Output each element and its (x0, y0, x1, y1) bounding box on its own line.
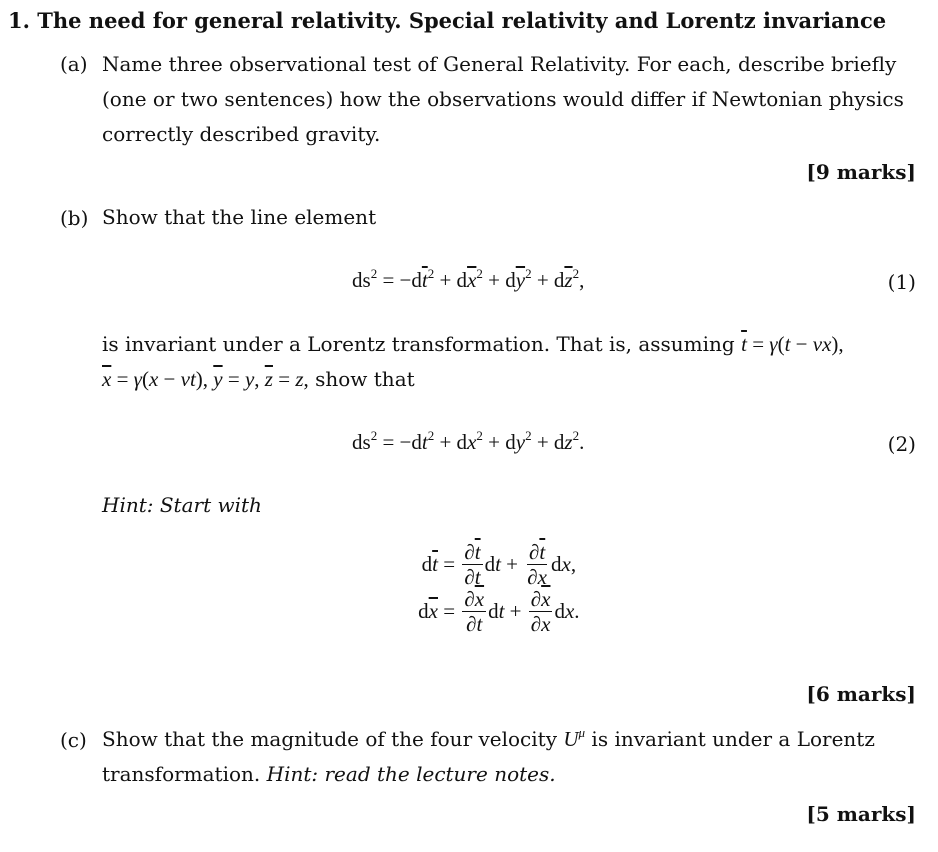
part-c-text-1: Show that the magnitude of the four velocity (102, 727, 557, 751)
part-b-marks: [6 marks] (806, 682, 916, 706)
part-a-line-1: Name three observational test of General Relativity. For each, describe briefly (102, 52, 897, 76)
part-a-line-2: (one or two sentences) how the observations would differ if Newtonian physics (102, 87, 904, 111)
four-velocity-symbol: $U^\mu$ (563, 725, 586, 751)
equation-2-number: (2) (887, 432, 916, 456)
question-title: 1. The need for general relativity. Special relativity and Lorentz invariance (8, 8, 887, 33)
part-b-label: (b) (60, 206, 89, 230)
part-c-label: (c) (60, 728, 87, 752)
part-c-text-2: transformation. (102, 762, 261, 786)
part-b-transform-line-2 (102, 362, 415, 397)
part-b-text-line-1: is invariant under a Lorentz transformation. That is, assuming (102, 332, 735, 356)
part-c-marks: [5 marks] (806, 802, 916, 826)
part-c-line-1 (102, 722, 875, 757)
spatial-transforms: $\overline{x} = \gamma(x - vt)$, $\overline{y} = y$, $\overline{z} = z$, (102, 367, 309, 391)
t-bar-transform: $\overline{t} = \gamma(t - vx)$, (741, 332, 844, 356)
part-b-text-line-2-end: show that (315, 367, 415, 391)
part-c-line-2 (102, 757, 556, 792)
part-b-transform-line-1 (102, 327, 844, 362)
part-b-hint: Hint: Start with (102, 493, 262, 517)
part-c-text-1-end: is invariant under a Lorentz (591, 727, 875, 751)
part-a-line-3: correctly described gravity. (102, 122, 381, 146)
equation-2: $ds^2 = -dt^2 + dx^2 + dy^2 + dz^2$. (352, 428, 585, 454)
part-a-label: (a) (60, 52, 88, 76)
hint-equations (398, 540, 580, 636)
equation-1: $ds^2 = -d\overline{t}^2 + d\overline{x}^2 + d\overline{y}^2 + d\overline{z}^2$, (352, 266, 585, 292)
part-a-marks: [9 marks] (806, 160, 916, 184)
hint-equation-dt: $d\overline{t}$ = $\frac{\partial\overline{t}}{\partial t}$ d t + $\frac{\partial\overline{t}}{\partial x}$ d x , (421, 540, 577, 589)
part-a-text (102, 47, 904, 152)
equation-1-number: (1) (887, 270, 916, 294)
part-b-intro: Show that the line element (102, 205, 377, 229)
hint-equation-dx: $d\overline{x}$ = $\frac{\partial\overline{x}}{\partial t}$ d t + $\frac{\partial\overline{x}}{\partial x}$ d x . (418, 587, 580, 636)
part-c-hint: Hint: read the lecture notes. (266, 762, 556, 786)
